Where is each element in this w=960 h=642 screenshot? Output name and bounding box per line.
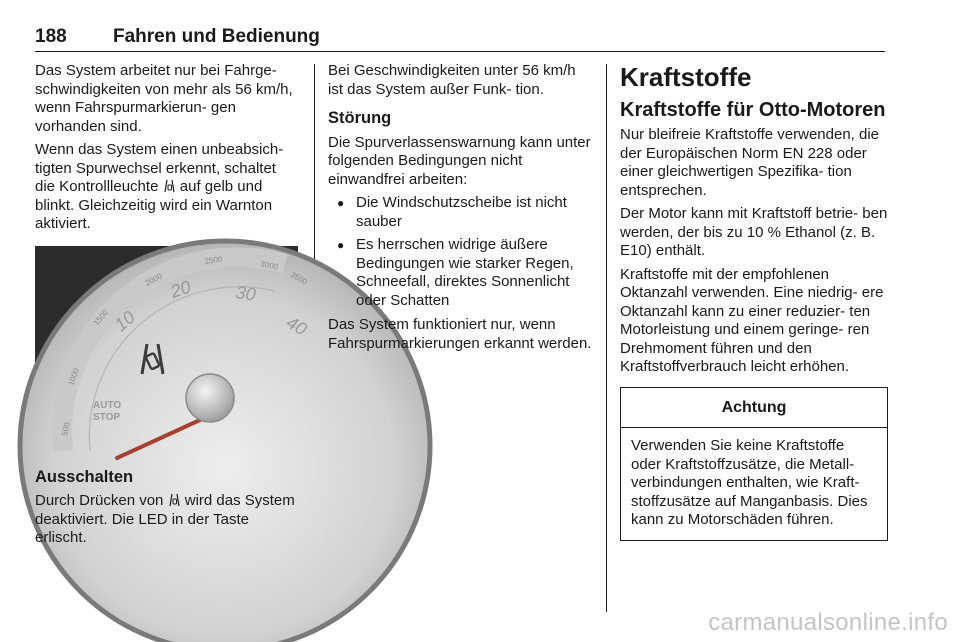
section-subtitle: Kraftstoffe für Otto-Motoren — [620, 99, 886, 121]
bullet-list — [328, 194, 593, 310]
header-rule — [35, 51, 885, 52]
paragraph: Der Motor kann mit Kraftstoff betrie- ben werden, der bis zu 10 % Ethanol (z. B. E10) enthält. — [620, 205, 888, 259]
paragraph: Das System funktioniert nur, wenn Fahrspurmarkierungen erkannt werden. — [328, 316, 592, 352]
auto-stop-label: STOP — [93, 411, 121, 423]
rpm-label: 2500 — [204, 254, 223, 266]
paragraph: Nur bleifreie Kraftstoffe verwenden, die der Europäischen Norm EN 228 oder einer gleichwertigen Spezifika- tion entsprechen. — [620, 126, 880, 199]
needle-hub — [186, 374, 234, 422]
paragraph: Kraftstoffe mit der empfohlenen Oktanzahl verwenden. Eine niedrig- ere Oktanzahl kann zu einer reduzier- ten Motorleistung und einem geringe- ren Drehmoment führen und den Kraftstoffverbrauch leicht erhöhen. — [620, 265, 884, 375]
text-span: Durch Drücken von — [35, 492, 168, 509]
column-divider-2 — [606, 64, 607, 612]
rpm-label: 3000 — [259, 258, 279, 272]
rpm-label: 500 — [60, 420, 72, 436]
chapter-title: Fahren und Bedienung — [113, 26, 320, 47]
page-header — [35, 20, 885, 50]
gauge-number: 20 — [168, 276, 194, 302]
gauge-number: 40 — [283, 311, 311, 339]
lane-keep-assist-icon — [168, 493, 181, 507]
paragraph — [35, 141, 300, 234]
column-1 — [35, 62, 311, 553]
list-item: ● Es herrschen widrige äußere Bedingungen wie starker Regen, Schneefall, direktes Sonnenlicht oder Schatten — [328, 236, 593, 310]
paragraph: Bei Geschwindigkeiten unter 56 km/h ist das System außer Funk- tion. — [328, 62, 576, 98]
text-span: Wenn das System einen unbeabsich- tigten Spurwechsel erkennt, schaltet die Kontrollleuchte — [35, 141, 284, 195]
column-3 — [620, 62, 888, 541]
gauge-number: 10 — [110, 306, 139, 335]
text-span: wird das System deaktiviert. Die LED in der Taste erlischt. — [35, 492, 295, 546]
paragraph: Die Spurverlassenswarnung kann unter folgenden Bedingungen nicht einwandfrei arbeiten: — [328, 133, 591, 188]
rpm-label: 1500 — [91, 307, 110, 327]
gauge-number: 30 — [234, 281, 258, 305]
instrument-cluster-photo — [35, 246, 311, 458]
auto-stop-label: AUTO — [93, 399, 122, 411]
text-span: auf gelb und blinkt. Gleichzeitig wird ein Warnton aktiviert. — [35, 178, 273, 232]
page-number: 188 — [35, 26, 67, 47]
warning-body: Verwenden Sie keine Kraftstoffe oder Kraftstoffzusätze, die Metall- verbindungen enthalten, wie Kraft- stoffzusätze auf Manganbasis. Dies kann zu Motorschäden führen. — [631, 437, 868, 528]
warning-box — [620, 387, 888, 541]
warning-title: Achtung — [621, 388, 887, 429]
column-2 — [328, 62, 593, 358]
lane-keep-assist-icon — [163, 179, 176, 193]
rpm-label: 2000 — [143, 270, 164, 288]
list-item: ● Die Windschutzscheibe ist nicht sauber — [328, 194, 593, 231]
section-heading: Ausschalten — [35, 467, 134, 486]
paragraph: Das System arbeitet nur bei Fahrge- schwindigkeiten von mehr als 56 km/h, wenn Fahrspurmarkierun- gen vorhanden sind. — [35, 62, 293, 135]
section-title: Kraftstoffe — [620, 62, 752, 92]
rpm-label: 3500 — [289, 269, 309, 287]
rpm-label: 1000 — [66, 366, 81, 387]
section-heading: Störung — [328, 109, 392, 127]
watermark: carmanualsonline.info — [708, 609, 948, 636]
